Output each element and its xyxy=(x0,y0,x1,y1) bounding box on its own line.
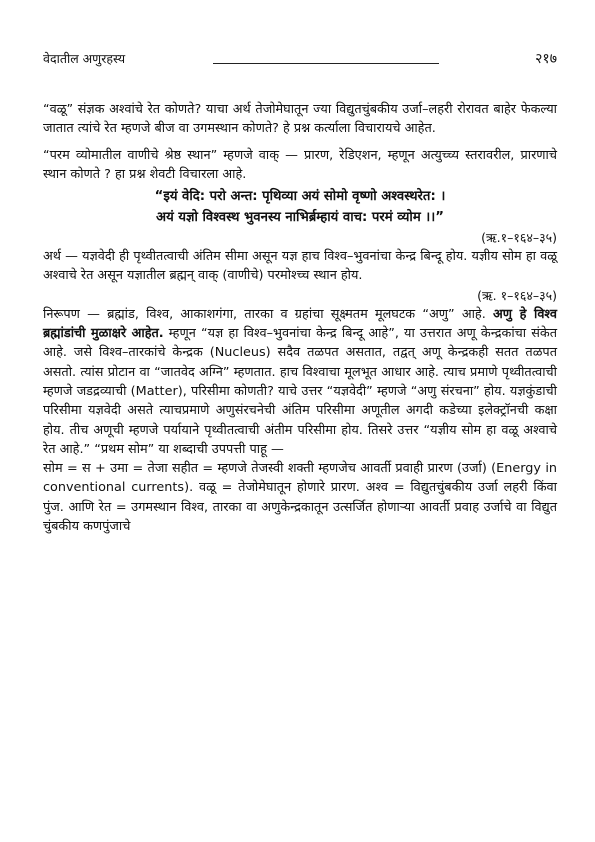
exposition-text-b: म्हणून “यज्ञ हा विश्व–भुवनांचा केन्द्र बिन्दू आहे”, या उत्तरात अणू केन्द्रकांचा संकेत आहे. जसे विश्व–तारकांचे केन्द्रक (Nucleus) सदैव तळपत असतात, तद्वत् अणू केन्द्रकही सतत तळपत असतो. त्यांस प्रोटान वा “जातवेद अग्नि” म्हणतात. हाच विश्वाचा मूलभूत आधार आहे. त्याच प्रमाणे पृथ्वीतत्वाची म्हणजे जडद्रव्याची (Matter), परिसीमा कोणती? याचे उत्तर “यज्ञवेदी” म्हणजे “अणु संरचना” होय. यज्ञकुंडाची परिसीमा यज्ञवेदी असते त्याचप्रमाणे अणुसंरचनेची अंतिम परिसीमा अणूतील अगदी कडेच्या इलेक्ट्रॉनची कक्षा होय. तीच अणूची म्हणजे पर्यायाने पृथ्वीतत्वाची अंतीम परिसीमा होय. तिसरे उत्तर “यज्ञीय सोम हा वळू अश्वाचे रेत आहे.” “प्रथम सोम” या शब्दाची उपपत्ती पाहू — xyxy=(43,326,557,457)
verse-reference-1: (ऋ.१–१६४–३५) xyxy=(481,230,557,246)
verse-reference-2: (ऋ. १–१६४–३५) xyxy=(477,287,557,303)
header-rule xyxy=(213,63,439,64)
verse-line-1: “इयं वेदि: परो अन्त: पृथिव्या अयं सोमो वृष्णो अश्वस्थरेत: । xyxy=(154,189,446,205)
exposition-bold-statement: अणु हे विश्व ब्रह्मांडांची मुळाक्षरे आहेत. xyxy=(43,306,557,342)
paragraph-1: “वळू” संज्ञक अश्वांचे रेत कोणते? याचा अर्थ तेजोमेघातून ज्या विद्युतचुंबकीय उर्जा–लहरी रोरावत बाहेर फेकल्या जातात त्यांचे रेत म्हणजे बीज वा उगमस्थान कोणते? हे प्रश्न कर्त्याला विचारायचे आहेत. xyxy=(43,102,557,137)
paragraph-exposition xyxy=(43,305,557,459)
page-body xyxy=(43,100,557,536)
book-title: वेदातील अणुरहस्य xyxy=(43,51,126,66)
page-number: २१७ xyxy=(535,51,557,67)
paragraph-soma: सोम = स + उमा = तेजा सहीत = म्हणजे तेजस्वी शक्ती म्हणजेच आवर्ती प्रवाही प्रारण (उर्जा) (Energy in conventional currents). वळू = तेजोमेघातून होणारे प्रारण. अश्व = विद्युतचुंबकीय उर्जा लहरी किंवा पुंज. आणि रेत = उगमस्थान विश्व, तारका वा अणुकेन्द्रकातून उत्सर्जित होणाऱ्या आवर्ती प्रवाह उर्जाचे वा विद्युत चुंबकीय कणपुंजाचे xyxy=(43,461,557,535)
running-header xyxy=(43,50,557,72)
verse-line-2: अयं यज्ञो विश्वस्थ भुवनस्य नाभिर्ब्रम्हायं वाच: परमं व्योम ।।” xyxy=(156,210,444,226)
paragraph-2: “परम व्योमातील वाणीचे श्रेष्ठ स्थान” म्हणजे वाक् — प्रारण, रेडिएशन, म्हणून अत्युच्च्य स्तरावरील, प्रारणाचे स्थान कोणते ? हा प्रश्न शेवटी विचारला आहे. xyxy=(43,147,557,182)
exposition-text-a: निरूपण — ब्रह्मांड, विश्व, आकाशगंगा, तारका व ग्रहांचा सूक्ष्मतम मूलघटक “अणु” आहे. xyxy=(43,306,493,322)
paragraph-meaning: अर्थ — यज्ञवेदी ही पृथ्वीतत्वाची अंतिम सीमा असून यज्ञ हाच विश्व–भुवनांचा केन्द्र बिन्दू होय. यज्ञीय सोम हा वळू अश्वाचे रेत असून यज्ञातील ब्रह्मन् वाक् (वाणीचे) परमोश्च्च स्थान होय. xyxy=(43,249,557,284)
